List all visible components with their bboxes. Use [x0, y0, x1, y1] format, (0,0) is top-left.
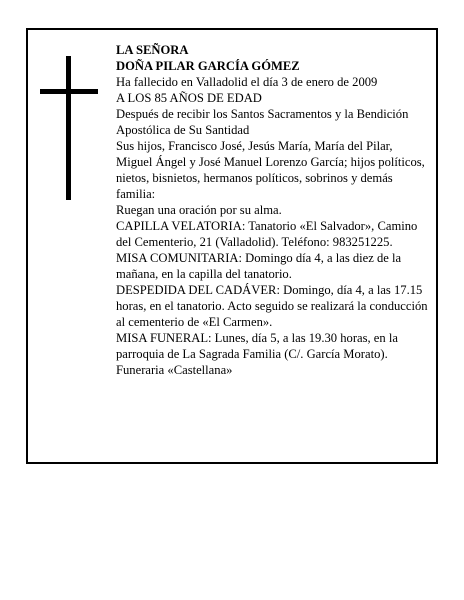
cross-horizontal-bar: [40, 89, 98, 94]
age-statement: A LOS 85 AÑOS DE EDAD: [116, 91, 262, 105]
obituary-text: [116, 42, 428, 378]
sacraments-statement: Después de recibir los Santos Sacramentos y la Bendición Apostólica de Su Santidad: [116, 107, 409, 137]
prayer-request: Ruegan una oración por su alma.: [116, 203, 282, 217]
obituary-notice: [26, 28, 438, 464]
funeral-mass-info: MISA FUNERAL: Lunes, día 5, a las 19.30 horas, en la parroquia de La Sagrada Familia (C/. García Morato).: [116, 331, 398, 361]
cross-icon: [40, 56, 98, 200]
deceased-name: DOÑA PILAR GARCÍA GÓMEZ: [116, 59, 300, 73]
wake-info: CAPILLA VELATORIA: Tanatorio «El Salvador», Camino del Cementerio, 21 (Valladolid). Teléfono: 983251225.: [116, 219, 418, 249]
honorific: LA SEÑORA: [116, 43, 189, 57]
community-mass-info: MISA COMUNITARIA: Domingo día 4, a las diez de la mañana, en la capilla del tanatorio.: [116, 251, 402, 281]
cross-vertical-bar: [66, 56, 71, 200]
farewell-info: DESPEDIDA DEL CADÁVER: Domingo, día 4, a las 17.15 horas, en el tanatorio. Acto seguido se realizará la conducción al cementerio de «El Carmen».: [116, 283, 428, 329]
family-statement: Sus hijos, Francisco José, Jesús María, María del Pilar, Miguel Ángel y José Manuel Lorenzo García; hijos políticos, nietos, bisnietos, hermanos políticos, sobrinos y demás familia:: [116, 139, 425, 201]
funeral-home: Funeraria «Castellana»: [116, 363, 233, 377]
death-statement: Ha fallecido en Valladolid el día 3 de enero de 2009: [116, 75, 378, 89]
